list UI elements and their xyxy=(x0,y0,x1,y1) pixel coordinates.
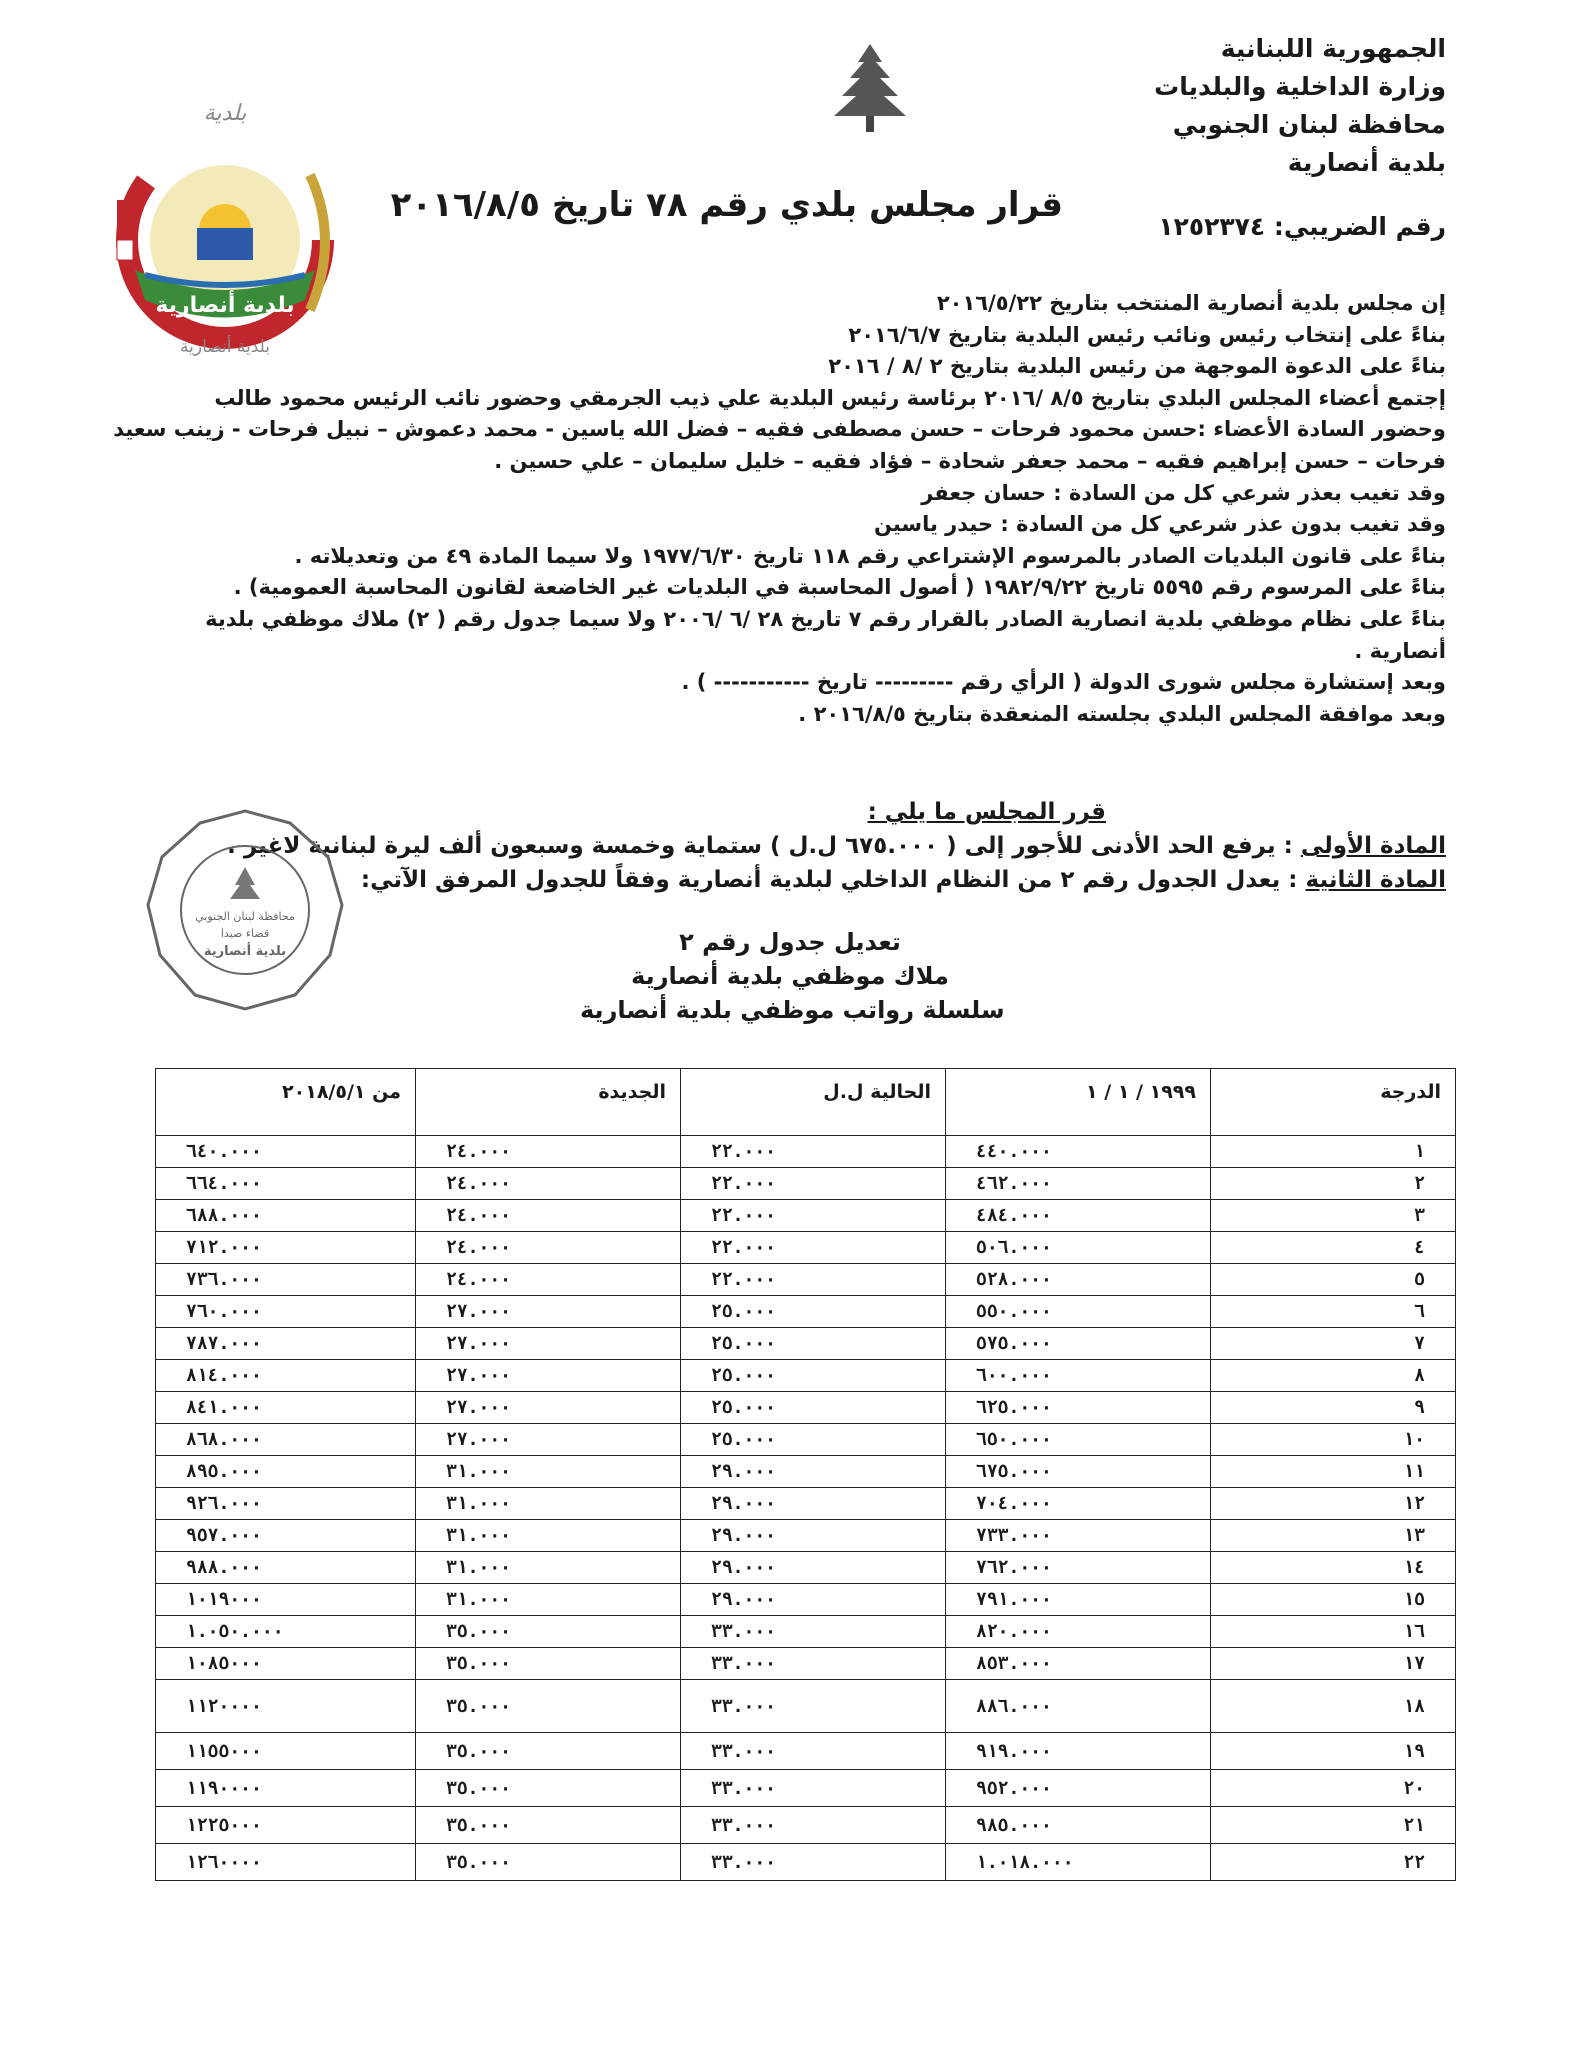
amount-cell: ٢٥.٠٠٠ xyxy=(681,1424,946,1456)
amount-cell: ٦٥٠.٠٠٠ xyxy=(946,1424,1211,1456)
amount-cell: ٣٣.٠٠٠ xyxy=(681,1616,946,1648)
header-tax-number: رقم الضريبي: ١٢٥٢٣٧٤ xyxy=(1158,212,1446,241)
table-header-row xyxy=(156,1069,1456,1136)
amount-cell: ٣١.٠٠٠ xyxy=(416,1520,681,1552)
table-row xyxy=(156,1456,1456,1488)
preamble-line: فرحات – حسن إبراهيم فقيه – محمد جعفر شحادة – فؤاد فقيه – خليل سليمان – علي حسين . xyxy=(494,448,1446,473)
article-2-text: : يعدل الجدول رقم ٢ من النظام الداخلي لبلدية أنصارية وفقاً للجدول المرفق الآتي: xyxy=(360,867,1298,893)
amount-cell: ٧٨٧.٠٠٠ xyxy=(156,1328,416,1360)
col-header-from-2018: من ٢٠١٨/٥/١ xyxy=(156,1069,416,1136)
amount-cell: ١.٠٥٠.٠٠٠ xyxy=(156,1616,416,1648)
amount-cell: ٥٠٦.٠٠٠ xyxy=(946,1232,1211,1264)
table-row xyxy=(156,1200,1456,1232)
header-line-ministry: وزارة الداخلية والبلديات xyxy=(1154,72,1446,101)
preamble-line: إجتمع أعضاء المجلس البلدي بتاريخ ٨/٥ /٢٠١٦ برئاسة رئيس البلدية علي ذيب الجرمقي وحضور نائب الرئيس محمود طالب xyxy=(214,385,1446,410)
preamble-line: بناءً على المرسوم رقم ٥٥٩٥ تاريخ ١٩٨٢/٩/٢٢ ( أصول المحاسبة في البلديات غير الخاضعة لقانون المحاسبة العمومية) . xyxy=(233,575,1446,600)
amount-cell: ٧٦٢.٠٠٠ xyxy=(946,1552,1211,1584)
grade-cell: ١٩ xyxy=(1211,1733,1456,1770)
amount-cell: ٧٦٠.٠٠٠ xyxy=(156,1296,416,1328)
amount-cell: ٢٤.٠٠٠ xyxy=(416,1264,681,1296)
amount-cell: ٢٢.٠٠٠ xyxy=(681,1232,946,1264)
amount-cell: ٢٤.٠٠٠ xyxy=(416,1232,681,1264)
table-row xyxy=(156,1232,1456,1264)
amount-cell: ٢٥.٠٠٠ xyxy=(681,1360,946,1392)
table-row xyxy=(156,1168,1456,1200)
grade-cell: ١٧ xyxy=(1211,1648,1456,1680)
grade-cell: ١٨ xyxy=(1211,1680,1456,1733)
amount-cell: ٢٢.٠٠٠ xyxy=(681,1200,946,1232)
decision-heading: قرر المجلس ما يلي : xyxy=(867,799,1106,825)
amount-cell: ٩٥٧.٠٠٠ xyxy=(156,1520,416,1552)
grade-cell: ٩ xyxy=(1211,1392,1456,1424)
table-row xyxy=(156,1807,1456,1844)
amount-cell: ٣٥.٠٠٠ xyxy=(416,1648,681,1680)
grade-cell: ٢٠ xyxy=(1211,1770,1456,1807)
amount-cell: ٨٢٠.٠٠٠ xyxy=(946,1616,1211,1648)
preamble xyxy=(113,288,1446,730)
table-row xyxy=(156,1616,1456,1648)
cedar-emblem-icon xyxy=(820,40,920,140)
logo-ring-text: بلدية أنصارية xyxy=(155,293,295,318)
grade-cell: ٦ xyxy=(1211,1296,1456,1328)
article-1-label: المادة الأولى xyxy=(1300,833,1446,859)
table-row xyxy=(156,1680,1456,1733)
amount-cell: ٣١.٠٠٠ xyxy=(416,1456,681,1488)
amount-cell: ١٠١٩٠٠٠ xyxy=(156,1584,416,1616)
amount-cell: ٩٢٦.٠٠٠ xyxy=(156,1488,416,1520)
svg-text:بلدية: بلدية xyxy=(203,101,247,126)
table-row xyxy=(156,1136,1456,1168)
preamble-line: وبعد إستشارة مجلس شورى الدولة ( الرأي رقم --------- تاريخ ----------- ) . xyxy=(681,670,1446,695)
subtitle-line: سلسلة رواتب موظفي بلدية أنصارية xyxy=(580,996,1005,1024)
amount-cell: ١٠٨٥٠٠٠ xyxy=(156,1648,416,1680)
table-row xyxy=(156,1520,1456,1552)
amount-cell: ٣٣.٠٠٠ xyxy=(681,1680,946,1733)
preamble-line: بناءً على قانون البلديات الصادر بالمرسوم الإشتراعي رقم ١١٨ تاريخ ١٩٧٧/٦/٣٠ ولا سيما المادة ٤٩ من وتعديلاته . xyxy=(294,543,1446,568)
amount-cell: ٢٤.٠٠٠ xyxy=(416,1136,681,1168)
grade-cell: ٤ xyxy=(1211,1232,1456,1264)
amount-cell: ٦٦٤.٠٠٠ xyxy=(156,1168,416,1200)
amount-cell: ١٢٢٥٠٠٠ xyxy=(156,1807,416,1844)
amount-cell: ٩٨٥.٠٠٠ xyxy=(946,1807,1211,1844)
grade-cell: ١٦ xyxy=(1211,1616,1456,1648)
amount-cell: ٢٢.٠٠٠ xyxy=(681,1168,946,1200)
amount-cell: ٧٠٤.٠٠٠ xyxy=(946,1488,1211,1520)
amount-cell: ٦٤٠.٠٠٠ xyxy=(156,1136,416,1168)
amount-cell: ٣٥.٠٠٠ xyxy=(416,1616,681,1648)
table-row xyxy=(156,1844,1456,1881)
table-row xyxy=(156,1424,1456,1456)
preamble-line: بناءً على الدعوة الموجهة من رئيس البلدية بتاريخ ٢ /٨ / ٢٠١٦ xyxy=(828,354,1446,379)
amount-cell: ٧٣٦.٠٠٠ xyxy=(156,1264,416,1296)
grade-cell: ٥ xyxy=(1211,1264,1456,1296)
grade-cell: ٣ xyxy=(1211,1200,1456,1232)
table-row xyxy=(156,1488,1456,1520)
amount-cell: ٨١٤.٠٠٠ xyxy=(156,1360,416,1392)
amount-cell: ٢٧.٠٠٠ xyxy=(416,1296,681,1328)
preamble-line: وحضور السادة الأعضاء :حسن محمود فرحات – حسن مصطفى فقيه – فضل الله ياسين - محمد دعموش – نبيل فرحات - زينب سعيد xyxy=(113,417,1446,442)
grade-cell: ١٠ xyxy=(1211,1424,1456,1456)
table-row xyxy=(156,1360,1456,1392)
amount-cell: ٩١٩.٠٠٠ xyxy=(946,1733,1211,1770)
stamp-inner-line: قضاء صيدا xyxy=(220,927,270,940)
amount-cell: ٤٨٤.٠٠٠ xyxy=(946,1200,1211,1232)
amount-cell: ٥٥٠.٠٠٠ xyxy=(946,1296,1211,1328)
amount-cell: ٢٧.٠٠٠ xyxy=(416,1392,681,1424)
amount-cell: ٥٢٨.٠٠٠ xyxy=(946,1264,1211,1296)
decision-block xyxy=(227,795,1446,897)
grade-cell: ١٣ xyxy=(1211,1520,1456,1552)
table-row xyxy=(156,1648,1456,1680)
amount-cell: ٣٣.٠٠٠ xyxy=(681,1733,946,1770)
amount-cell: ١١٥٥٠٠٠ xyxy=(156,1733,416,1770)
amount-cell: ٣٥.٠٠٠ xyxy=(416,1680,681,1733)
grade-cell: ٢٢ xyxy=(1211,1844,1456,1881)
header-line-municipality: بلدية أنصارية xyxy=(1287,148,1446,177)
amount-cell: ٢٤.٠٠٠ xyxy=(416,1200,681,1232)
preamble-line: بناءً على نظام موظفي بلدية انصارية الصادر بالقرار رقم ٧ تاريخ ٢٨ /٦ /٢٠٠٦ ولا سيما جدول رقم ( ٢) ملاك موظفي بلدية xyxy=(205,606,1446,631)
amount-cell: ٦٢٥.٠٠٠ xyxy=(946,1392,1211,1424)
amount-cell: ٣١.٠٠٠ xyxy=(416,1552,681,1584)
amount-cell: ١١٩٠٠٠٠ xyxy=(156,1770,416,1807)
amount-cell: ٢٩.٠٠٠ xyxy=(681,1584,946,1616)
table-row xyxy=(156,1392,1456,1424)
grade-cell: ١٤ xyxy=(1211,1552,1456,1584)
grade-cell: ٢ xyxy=(1211,1168,1456,1200)
table-row xyxy=(156,1733,1456,1770)
amount-cell: ٢٩.٠٠٠ xyxy=(681,1520,946,1552)
header-line-governorate: محافظة لبنان الجنوبي xyxy=(1172,110,1446,139)
table-row xyxy=(156,1264,1456,1296)
amount-cell: ١.٠١٨.٠٠٠ xyxy=(946,1844,1211,1881)
article-1 xyxy=(227,829,1446,863)
stamp-inner-line: محافظة لبنان الجنوبي xyxy=(195,910,295,923)
amount-cell: ٧١٢.٠٠٠ xyxy=(156,1232,416,1264)
amount-cell: ٣٣.٠٠٠ xyxy=(681,1844,946,1881)
amount-cell: ٧٩١.٠٠٠ xyxy=(946,1584,1211,1616)
amount-cell: ٦٨٨.٠٠٠ xyxy=(156,1200,416,1232)
table-subtitles xyxy=(580,925,1005,1027)
amount-cell: ١٢٦٠٠٠٠ xyxy=(156,1844,416,1881)
amount-cell: ٧٣٣.٠٠٠ xyxy=(946,1520,1211,1552)
amount-cell: ٢٩.٠٠٠ xyxy=(681,1456,946,1488)
amount-cell: ٣٥.٠٠٠ xyxy=(416,1770,681,1807)
amount-cell: ٢٤.٠٠٠ xyxy=(416,1168,681,1200)
table-row xyxy=(156,1584,1456,1616)
amount-cell: ٨٥٣.٠٠٠ xyxy=(946,1648,1211,1680)
amount-cell: ٢٩.٠٠٠ xyxy=(681,1488,946,1520)
table-row xyxy=(156,1552,1456,1584)
logo-bottom-text: بلدية أنصارية xyxy=(180,337,270,357)
grade-cell: ١٥ xyxy=(1211,1584,1456,1616)
amount-cell: ٢٥.٠٠٠ xyxy=(681,1296,946,1328)
amount-cell: ٣٣.٠٠٠ xyxy=(681,1807,946,1844)
col-header-grade: الدرجة xyxy=(1211,1069,1456,1136)
stamp-inner-line: بلدية أنصارية xyxy=(203,944,287,959)
grade-cell: ٨ xyxy=(1211,1360,1456,1392)
amount-cell: ٢٩.٠٠٠ xyxy=(681,1552,946,1584)
amount-cell: ٢٥.٠٠٠ xyxy=(681,1392,946,1424)
col-header-1999: ١٩٩٩ / ١ / ١ xyxy=(946,1069,1211,1136)
article-2 xyxy=(360,863,1446,897)
article-2-label: المادة الثانية xyxy=(1305,867,1446,893)
amount-cell: ٣٥.٠٠٠ xyxy=(416,1733,681,1770)
amount-cell: ٣١.٠٠٠ xyxy=(416,1584,681,1616)
amount-cell: ٢٥.٠٠٠ xyxy=(681,1328,946,1360)
table-row xyxy=(156,1296,1456,1328)
grade-cell: ٢١ xyxy=(1211,1807,1456,1844)
subtitle-line: تعديل جدول رقم ٢ xyxy=(679,928,901,956)
amount-cell: ٩٨٨.٠٠٠ xyxy=(156,1552,416,1584)
col-header-current: الحالية ل.ل xyxy=(681,1069,946,1136)
amount-cell: ٢٧.٠٠٠ xyxy=(416,1424,681,1456)
amount-cell: ٨٩٥.٠٠٠ xyxy=(156,1456,416,1488)
salary-table xyxy=(155,1068,1456,1881)
amount-cell: ٢٧.٠٠٠ xyxy=(416,1360,681,1392)
subtitle-line: ملاك موظفي بلدية أنصارية xyxy=(631,962,949,990)
amount-cell: ٥٧٥.٠٠٠ xyxy=(946,1328,1211,1360)
preamble-line: وقد تغيب بدون عذر شرعي كل من السادة : حيدر ياسين xyxy=(873,512,1446,537)
amount-cell: ٣١.٠٠٠ xyxy=(416,1488,681,1520)
amount-cell: ٨٤١.٠٠٠ xyxy=(156,1392,416,1424)
preamble-line: بناءً على إنتخاب رئيس ونائب رئيس البلدية بتاريخ ٢٠١٦/٦/٧ xyxy=(848,322,1446,347)
amount-cell: ٩٥٢.٠٠٠ xyxy=(946,1770,1211,1807)
amount-cell: ٤٦٢.٠٠٠ xyxy=(946,1168,1211,1200)
article-1-text: : يرفع الحد الأدنى للأجور إلى ( ٦٧٥.٠٠٠ ل.ل ) ستماية وخمسة وسبعون ألف ليرة لبنانية لاغير . xyxy=(227,833,1293,859)
amount-cell: ٨٨٦.٠٠٠ xyxy=(946,1680,1211,1733)
table-row xyxy=(156,1770,1456,1807)
amount-cell: ١١٢٠٠٠٠ xyxy=(156,1680,416,1733)
amount-cell: ٢٢.٠٠٠ xyxy=(681,1264,946,1296)
amount-cell: ٤٤٠.٠٠٠ xyxy=(946,1136,1211,1168)
grade-cell: ١١ xyxy=(1211,1456,1456,1488)
preamble-line: وبعد موافقة المجلس البلدي بجلسته المنعقدة بتاريخ ٢٠١٦/٨/٥ . xyxy=(798,701,1446,726)
amount-cell: ٢٢.٠٠٠ xyxy=(681,1136,946,1168)
amount-cell: ٣٥.٠٠٠ xyxy=(416,1807,681,1844)
grade-cell: ١٢ xyxy=(1211,1488,1456,1520)
col-header-new: الجديدة xyxy=(416,1069,681,1136)
table-row xyxy=(156,1328,1456,1360)
table-body xyxy=(156,1136,1456,1881)
page-title: قرار مجلس بلدي رقم ٧٨ تاريخ ٢٠١٦/٨/٥ xyxy=(390,185,1063,225)
preamble-line: وقد تغيب بعذر شرعي كل من السادة : حسان جعفر xyxy=(921,480,1446,505)
amount-cell: ٨٦٨.٠٠٠ xyxy=(156,1424,416,1456)
amount-cell: ٢٧.٠٠٠ xyxy=(416,1328,681,1360)
grade-cell: ١ xyxy=(1211,1136,1456,1168)
amount-cell: ٣٣.٠٠٠ xyxy=(681,1770,946,1807)
grade-cell: ٧ xyxy=(1211,1328,1456,1360)
amount-cell: ٦٧٥.٠٠٠ xyxy=(946,1456,1211,1488)
amount-cell: ٣٣.٠٠٠ xyxy=(681,1648,946,1680)
preamble-line: أنصارية . xyxy=(1354,638,1446,663)
amount-cell: ٦٠٠.٠٠٠ xyxy=(946,1360,1211,1392)
header-line-republic: الجمهورية اللبنانية xyxy=(1220,34,1446,63)
preamble-line: إن مجلس بلدية أنصارية المنتخب بتاريخ ٢٠١٦/٥/٢٢ xyxy=(936,291,1446,315)
official-stamp xyxy=(140,805,350,1015)
amount-cell: ٣٥.٠٠٠ xyxy=(416,1844,681,1881)
